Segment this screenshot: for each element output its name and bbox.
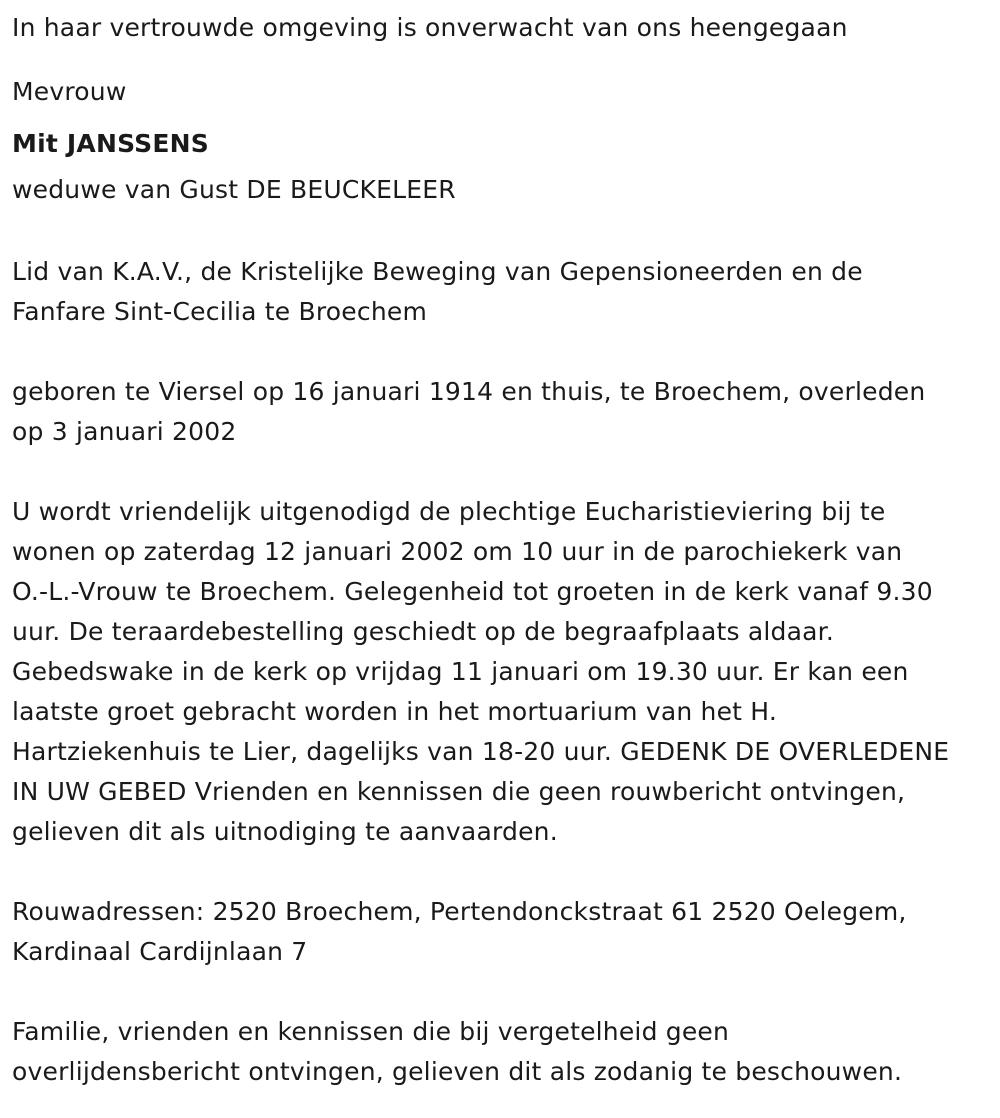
- spacer: [12, 972, 988, 1012]
- birth-death-paragraph: [12, 372, 988, 452]
- spacer: [12, 332, 988, 372]
- closing-line: Familie, vrienden en kennissen die bij vergetelheid geen: [12, 1017, 730, 1046]
- spacer: [12, 852, 988, 892]
- spacer: [12, 452, 988, 492]
- spacer: [12, 212, 988, 252]
- membership-line: Lid van K.A.V., de Kristelijke Beweging van Gepensioneerden en de: [12, 257, 863, 286]
- ceremony-line: uur. De teraardebestelling geschiedt op de begraafplaats aldaar.: [12, 617, 834, 646]
- ceremony-line: Hartziekenhuis te Lier, dagelijks van 18-20 uur. GEDENK DE OVERLEDENE: [12, 737, 950, 766]
- birth-death-line: op 3 januari 2002: [12, 417, 237, 446]
- closing-line: overlijdensbericht ontvingen, gelieven dit als zodanig te beschouwen.: [12, 1057, 903, 1086]
- ceremony-line: IN UW GEBED Vrienden en kennissen die geen rouwbericht ontvingen,: [12, 777, 906, 806]
- ceremony-line: gelieven dit als uitnodiging te aanvaarden.: [12, 817, 558, 846]
- birth-death-line: geboren te Viersel op 16 januari 1914 en thuis, te Broechem, overleden: [12, 377, 926, 406]
- address-line: Rouwadressen: 2520 Broechem, Pertendonckstraat 61 2520 Oelegem,: [12, 897, 907, 926]
- membership-line: Fanfare Sint-Cecilia te Broechem: [12, 297, 428, 326]
- membership-paragraph: [12, 252, 988, 332]
- ceremony-line: laatste groet gebracht worden in het mortuarium van het H.: [12, 697, 778, 726]
- ceremony-line: Gebedswake in de kerk op vrijdag 11 januari om 19.30 uur. Er kan een: [12, 657, 909, 686]
- addresses-paragraph: [12, 892, 988, 972]
- intro-text: In haar vertrouwde omgeving is onverwacht van ons heengegaan: [12, 13, 848, 42]
- address-line: Kardinaal Cardijnlaan 7: [12, 937, 308, 966]
- deceased-name: Mit JANSSENS: [12, 129, 209, 158]
- widow-of-text: weduwe van Gust DE BEUCKELEER: [12, 175, 456, 204]
- ceremony-line: U wordt vriendelijk uitgenodigd de plechtige Eucharistieviering bij te: [12, 497, 886, 526]
- ceremony-line: O.-L.-Vrouw te Broechem. Gelegenheid tot groeten in de kerk vanaf 9.30: [12, 577, 933, 606]
- honorific: Mevrouw: [12, 77, 127, 106]
- ceremony-paragraph: [12, 492, 988, 852]
- ceremony-line: wonen op zaterdag 12 januari 2002 om 10 uur in de parochiekerk van: [12, 537, 903, 566]
- closing-paragraph: [12, 1012, 988, 1092]
